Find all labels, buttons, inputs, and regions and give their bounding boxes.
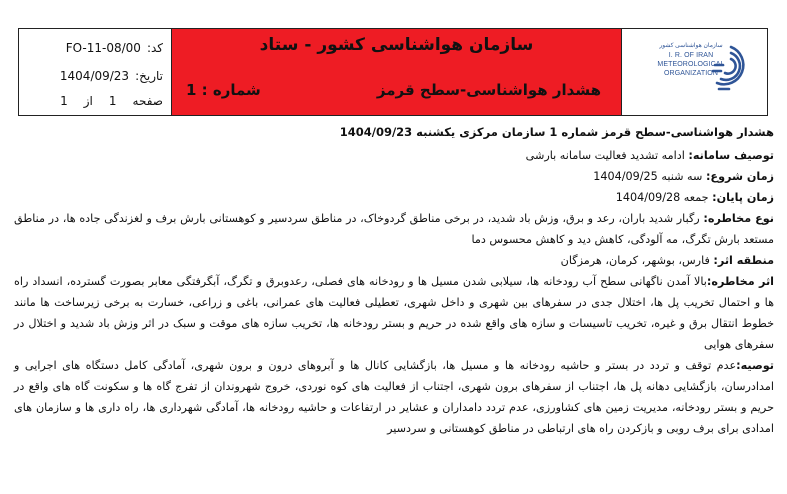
system-label: توصیف سامانه: <box>688 149 774 162</box>
code-row <box>25 37 163 59</box>
recommendations <box>14 355 774 439</box>
code-label: کد: <box>146 41 163 55</box>
system-description <box>14 145 774 166</box>
document-header <box>18 28 768 116</box>
region-value: فارس، بوشهر، کرمان، هرمزگان <box>560 254 714 267</box>
end-value: جمعه 1404/09/28 <box>615 191 713 204</box>
start-time <box>14 166 774 187</box>
warning-headline: هشدار هواشناسی-سطح قرمز شماره 1 سازمان مرکزی یکشنبه 1404/09/23 <box>339 125 774 139</box>
warning-number: شماره : 1 <box>186 81 261 99</box>
end-time <box>14 187 774 208</box>
warning-type: هشدار هواشناسی-سطح قرمز <box>376 81 601 99</box>
start-label: زمان شروع: <box>705 170 774 183</box>
date-row <box>25 65 163 87</box>
date-value: 1404/09/23 <box>59 69 130 83</box>
start-value: سه شنبه 1404/09/25 <box>593 170 706 183</box>
page-current: 1 <box>108 94 117 108</box>
hazard-value: رگبار شدید باران، رعد و برق، وزش باد شدید، در برخی مناطق گردوخاک، در مناطق سردسیر و کوهستانی بارش برف و لغزندگی جاده ها، در مناطق مستعد بارش تگرگ، مه آلودگی، کاهش دید و کاهش محسوس دما <box>14 212 774 246</box>
organization-title: سازمان هواشناسی کشور - ستاد <box>259 35 534 55</box>
advice-label: توصیه: <box>736 359 774 372</box>
code-value: FO-11-08/00 <box>65 41 141 55</box>
date-label: تاریخ: <box>135 69 163 83</box>
region-label: منطقه اثر: <box>713 254 774 267</box>
hazard-effect <box>14 271 774 355</box>
page-of: از <box>83 94 93 108</box>
organization-logo <box>622 29 767 115</box>
end-label: زمان پایان: <box>712 191 774 204</box>
system-value: ادامه تشدید فعالیت سامانه بارشی <box>525 149 689 162</box>
logo-en-line3: ORGANIZATION <box>664 70 718 77</box>
page-label: صفحه <box>132 94 163 108</box>
warning-body <box>14 122 774 490</box>
page-row <box>25 93 163 115</box>
page-total: 1 <box>60 94 68 108</box>
hazard-label: نوع مخاطره: <box>703 212 774 225</box>
meteorological-logo-icon <box>709 43 753 105</box>
warning-subtitle <box>186 77 601 103</box>
logo-fa-text: سازمان هواشناسی کشور <box>659 43 723 49</box>
hazard-type <box>14 208 774 250</box>
document-meta <box>19 29 172 115</box>
advice-value: عدم توقف و تردد در بستر و حاشیه رودخانه ها و مسیل ها، بازگشایی کانال ها و آبروهای درون و برون شهری، آمادگی کامل دستگاه های اجرایی و امدادرسان، بازگشایی دهانه پل ها، اجتناب از سفرهای برون شهری، اجتناب از فعالیت های کوه نوردی، خروج شهروندان از تفرج گاه ها و سکونت گاه های واقع در حریم و بستر رودخانه، مدیریت زمین های کشاورزی، عدم تردد دامداران و عشایر در ارتفاعات و حاشیه رودخانه ها، آمادگی شهرداری ها، راه داری ها و سازمان های امدادی برای برف روبی و بازکردن راه های ارتباطی در مناطق کوهستانی و سردسیر <box>14 359 774 435</box>
logo-en-line2: METEOROLOGICAL <box>657 61 725 68</box>
red-title-banner <box>172 29 622 115</box>
effect-value: بالا آمدن ناگهانی سطح آب رودخانه ها، سیلابی شدن مسیل ها و رودخانه های فصلی، رعدوبرق و تگرگ، آبگرفتگی معابر بصورت گسترده، انسداد راه ها و احتمال تخریب پل ها، اختلال جدی در سفرهای بین شهری و داخل شهری، تعطیلی فعالیت های عمرانی، باغی و زراعی، خسارت به برخی زیرساخت ها مانند خطوط انتقال برق و غیره، تخریب تاسیسات و سازه های واقع شده در حریم و بستر رودخانه ها، تخریب سازه های موقت و سبک در اثر وزش باد شدید و اختلال در سفرهای هوایی <box>14 275 774 351</box>
effect-label: اثر مخاطره: <box>706 275 774 288</box>
logo-en-line1: I. R. OF IRAN <box>668 52 714 59</box>
affected-region <box>14 250 774 271</box>
